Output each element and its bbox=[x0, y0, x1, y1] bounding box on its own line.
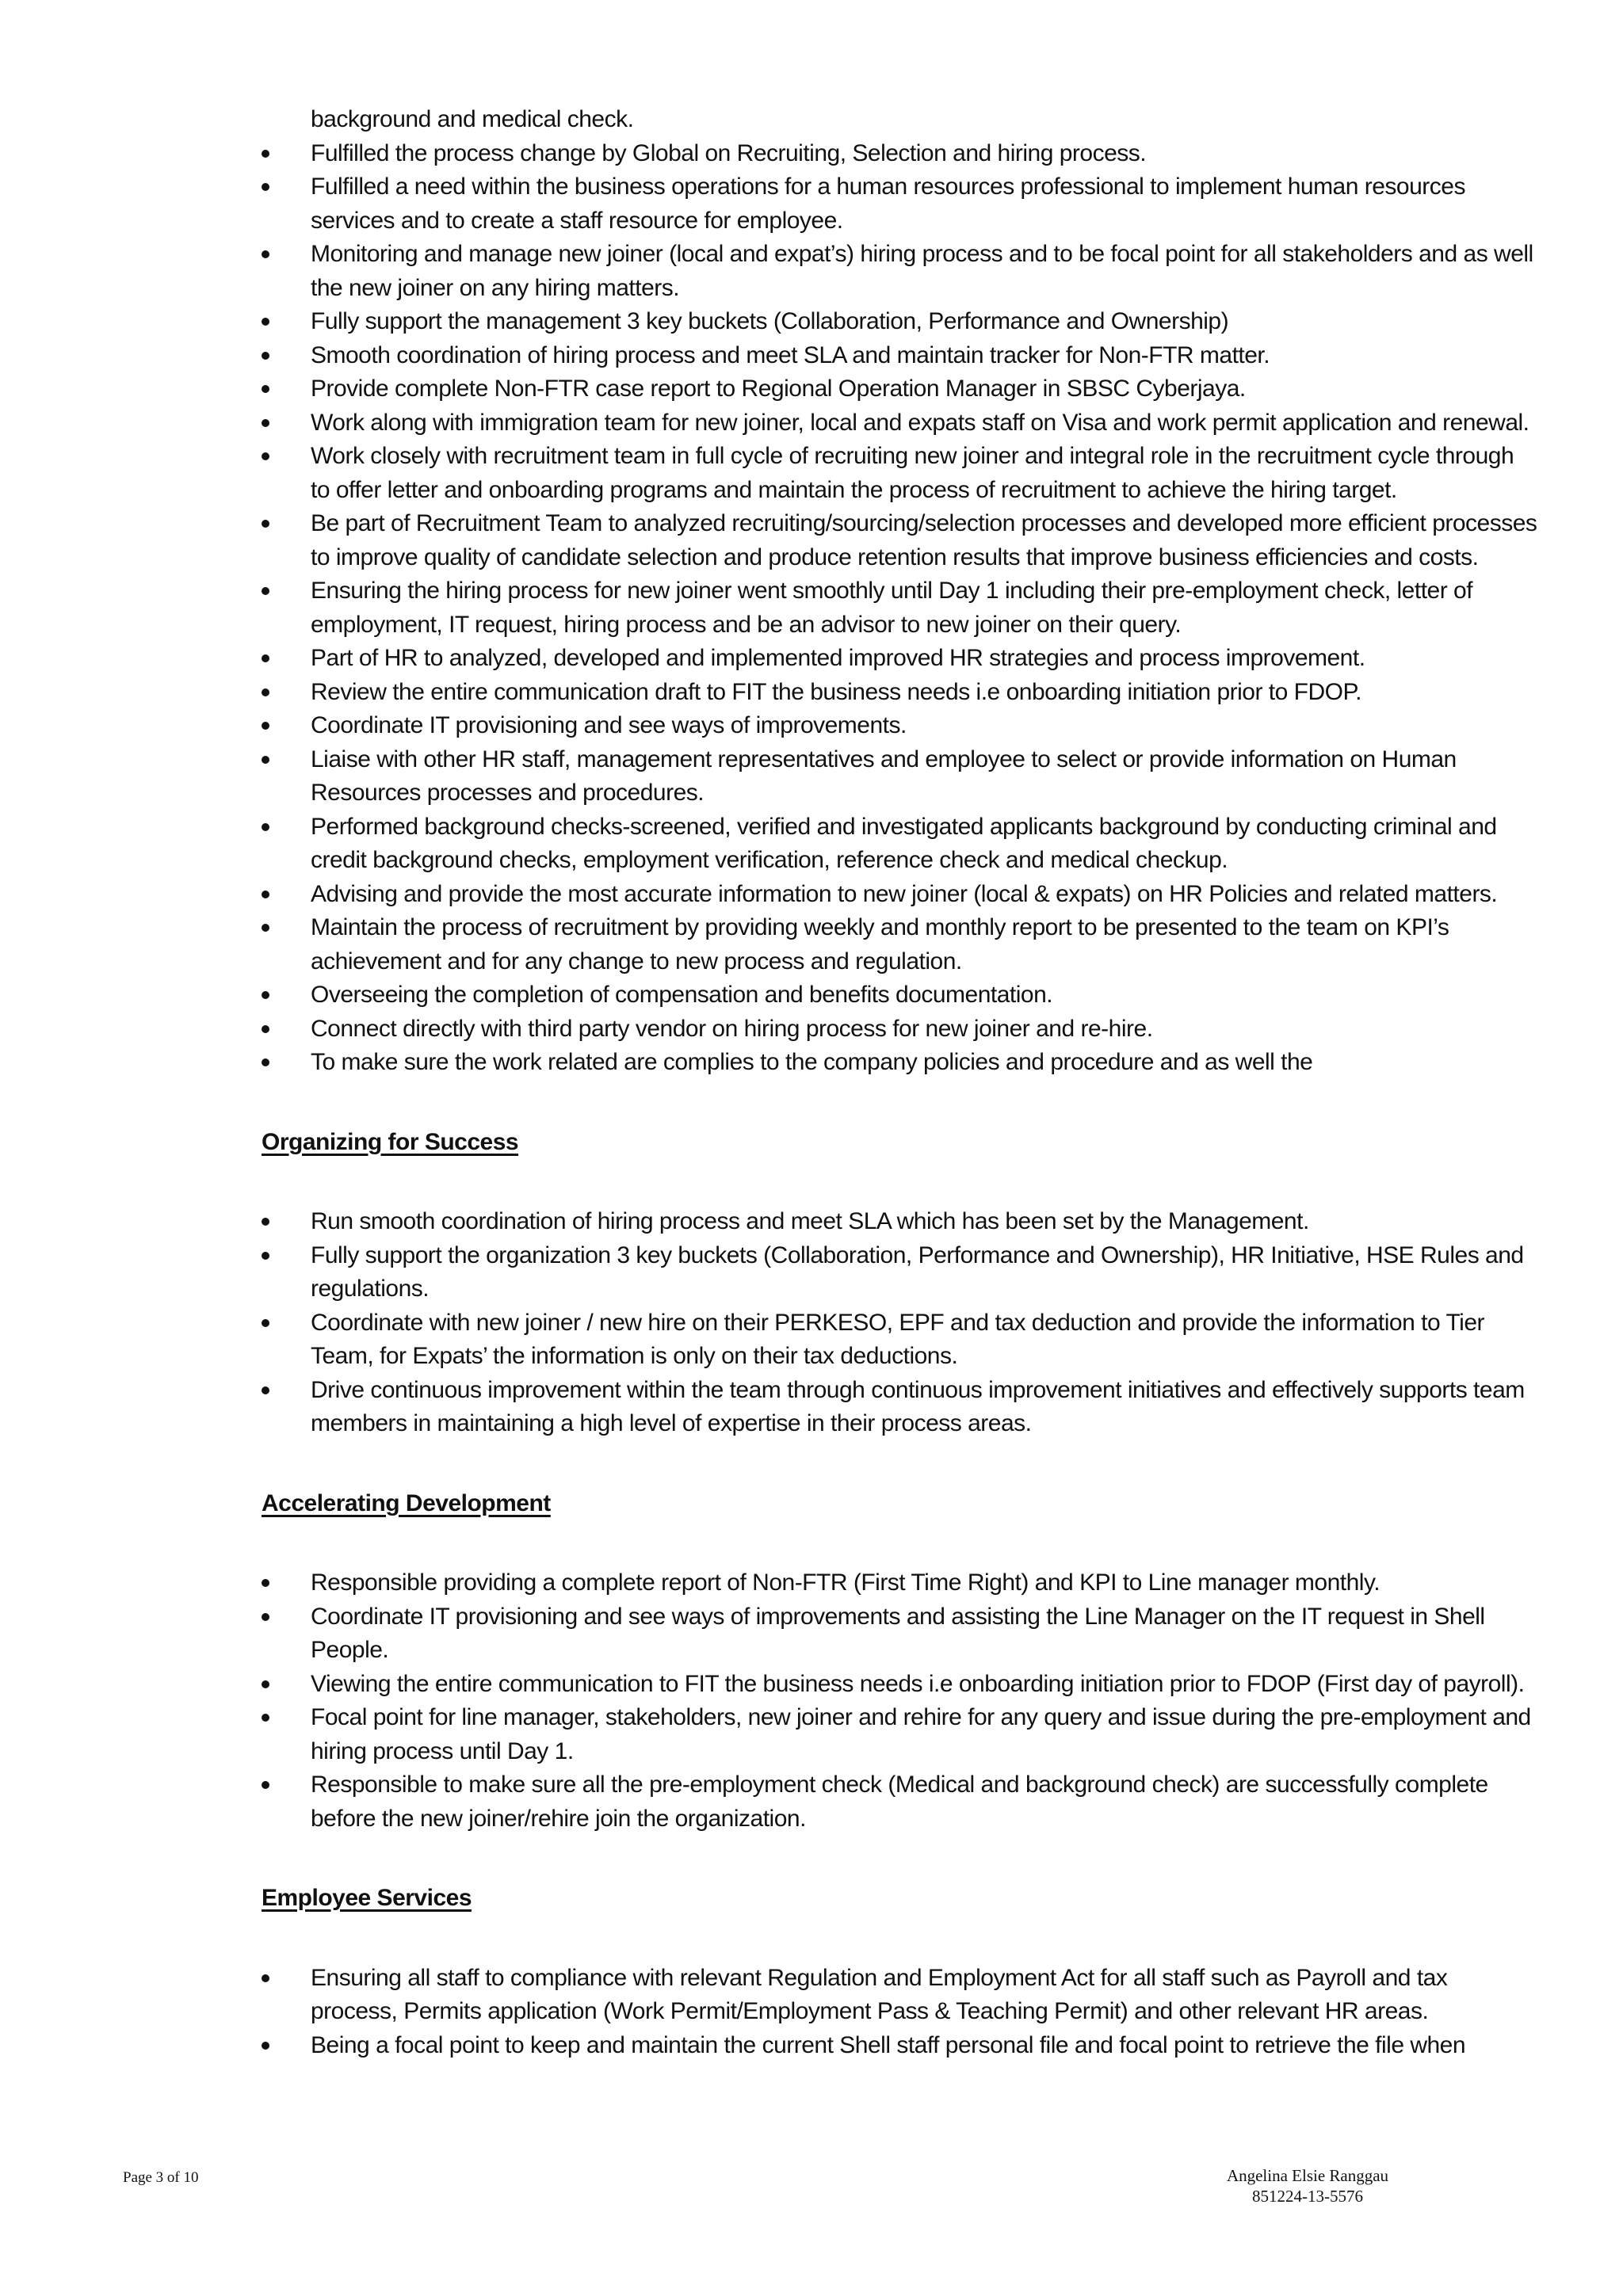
list-item: Monitoring and manage new joiner (local and expat’s) hiring process and to be focal point for all stakeholders and as well the new joiner on any hiring matters. bbox=[262, 238, 1537, 305]
list-item: Advising and provide the most accurate information to new joiner (local & expats) on HR Policies and related matters. bbox=[262, 878, 1537, 912]
list-item: Responsible providing a complete report of Non-FTR (First Time Right) and KPI to Line manager monthly. bbox=[262, 1566, 1537, 1600]
list-item: Connect directly with third party vendor on hiring process for new joiner and re-hire. bbox=[262, 1013, 1537, 1047]
section-heading-accelerating-development: Accelerating Development bbox=[262, 1489, 551, 1516]
continuation-text: background and medical check. bbox=[311, 106, 634, 132]
list-item: Fully support the organization 3 key buckets (Collaboration, Performance and Ownership), HR Initiative, HSE Rules and regulations. bbox=[262, 1239, 1537, 1306]
footer-author bbox=[1189, 2165, 1426, 2206]
list-item: To make sure the work related are complies to the company policies and procedure and as well the bbox=[262, 1046, 1537, 1080]
list-item: Work along with immigration team for new joiner, local and expats staff on Visa and work permit application and renewal. bbox=[262, 406, 1537, 441]
list-item: Be part of Recruitment Team to analyzed recruiting/sourcing/selection processes and developed more efficient processes to improve quality of candidate selection and produce retention results that improve business efficiencies and costs. bbox=[262, 507, 1537, 574]
list-item: Viewing the entire communication to FIT the business needs i.e onboarding initiation prior to FDOP (First day of payroll). bbox=[262, 1668, 1537, 1702]
list-item: Ensuring the hiring process for new joiner went smoothly until Day 1 including their pre-employment check, letter of employment, IT request, hiring process and be an advisor to new joiner on their query. bbox=[262, 574, 1537, 642]
list-item: Coordinate with new joiner / new hire on their PERKESO, EPF and tax deduction and provide the information to Tier Team, for Expats’ the information is only on their tax deductions. bbox=[262, 1306, 1537, 1374]
list-item: Coordinate IT provisioning and see ways of improvements and assisting the Line Manager on the IT request in Shell People. bbox=[262, 1600, 1537, 1668]
list-item: Fulfilled the process change by Global on Recruiting, Selection and hiring process. bbox=[262, 137, 1537, 171]
section-heading-organizing-for-success: Organizing for Success bbox=[262, 1128, 519, 1155]
list-item: Focal point for line manager, stakeholders, new joiner and rehire for any query and issue during the pre-employment and hiring process until Day 1. bbox=[262, 1701, 1537, 1768]
list-item: Maintain the process of recruitment by providing weekly and monthly report to be presented to the team on KPI’s achievement and for any change to new process and regulation. bbox=[262, 911, 1537, 978]
list-item: Being a focal point to keep and maintain the current Shell staff personal file and focal point to retrieve the file when bbox=[262, 2029, 1537, 2063]
accelerating-development-list bbox=[262, 1566, 1537, 1836]
list-item: Part of HR to analyzed, developed and implemented improved HR strategies and process improvement. bbox=[262, 642, 1537, 676]
list-item: Review the entire communication draft to FIT the business needs i.e onboarding initiation prior to FDOP. bbox=[262, 676, 1537, 710]
page-number: Page 3 of 10 bbox=[123, 2169, 199, 2186]
list-item: Performed background checks-screened, verified and investigated applicants background by conducting criminal and credit background checks, employment verification, reference check and medical checkup. bbox=[262, 810, 1537, 878]
list-item: Run smooth coordination of hiring process and meet SLA which has been set by the Management. bbox=[262, 1205, 1537, 1239]
list-item: Responsible to make sure all the pre-employment check (Medical and background check) are successfully complete before the new joiner/rehire join the organization. bbox=[262, 1768, 1537, 1836]
responsibilities-list bbox=[262, 137, 1537, 1080]
list-item: Fulfilled a need within the business operations for a human resources professional to implement human resources services and to create a staff resource for employee. bbox=[262, 170, 1537, 238]
list-item: Work closely with recruitment team in full cycle of recruiting new joiner and integral role in the recruitment cycle through to offer letter and onboarding programs and maintain the process of recruitment to achieve the hiring target. bbox=[262, 440, 1537, 507]
list-item: Overseeing the completion of compensation and benefits documentation. bbox=[262, 978, 1537, 1013]
section-heading-employee-services: Employee Services bbox=[262, 1885, 472, 1911]
document-body bbox=[262, 103, 1537, 2062]
list-item: Drive continuous improvement within the team through continuous improvement initiatives and effectively supports team members in maintaining a high level of expertise in their process areas. bbox=[262, 1374, 1537, 1441]
employee-services-list bbox=[262, 1962, 1537, 2063]
organizing-for-success-list bbox=[262, 1205, 1537, 1441]
list-item: Ensuring all staff to compliance with relevant Regulation and Employment Act for all staff such as Payroll and tax process, Permits application (Work Permit/Employment Pass & Teaching Permit) and other relevant HR areas. bbox=[262, 1962, 1537, 2029]
list-item: Fully support the management 3 key buckets (Collaboration, Performance and Ownership) bbox=[262, 305, 1537, 339]
author-id-number: 851224-13-5576 bbox=[1252, 2187, 1363, 2206]
list-item: Coordinate IT provisioning and see ways of improvements. bbox=[262, 709, 1537, 743]
list-item: Provide complete Non-FTR case report to Regional Operation Manager in SBSC Cyberjaya. bbox=[262, 372, 1537, 406]
list-item: Smooth coordination of hiring process and meet SLA and maintain tracker for Non-FTR matter. bbox=[262, 339, 1537, 373]
author-name: Angelina Elsie Ranggau bbox=[1226, 2166, 1389, 2185]
list-item: Liaise with other HR staff, management representatives and employee to select or provide information on Human Resources processes and procedures. bbox=[262, 743, 1537, 810]
